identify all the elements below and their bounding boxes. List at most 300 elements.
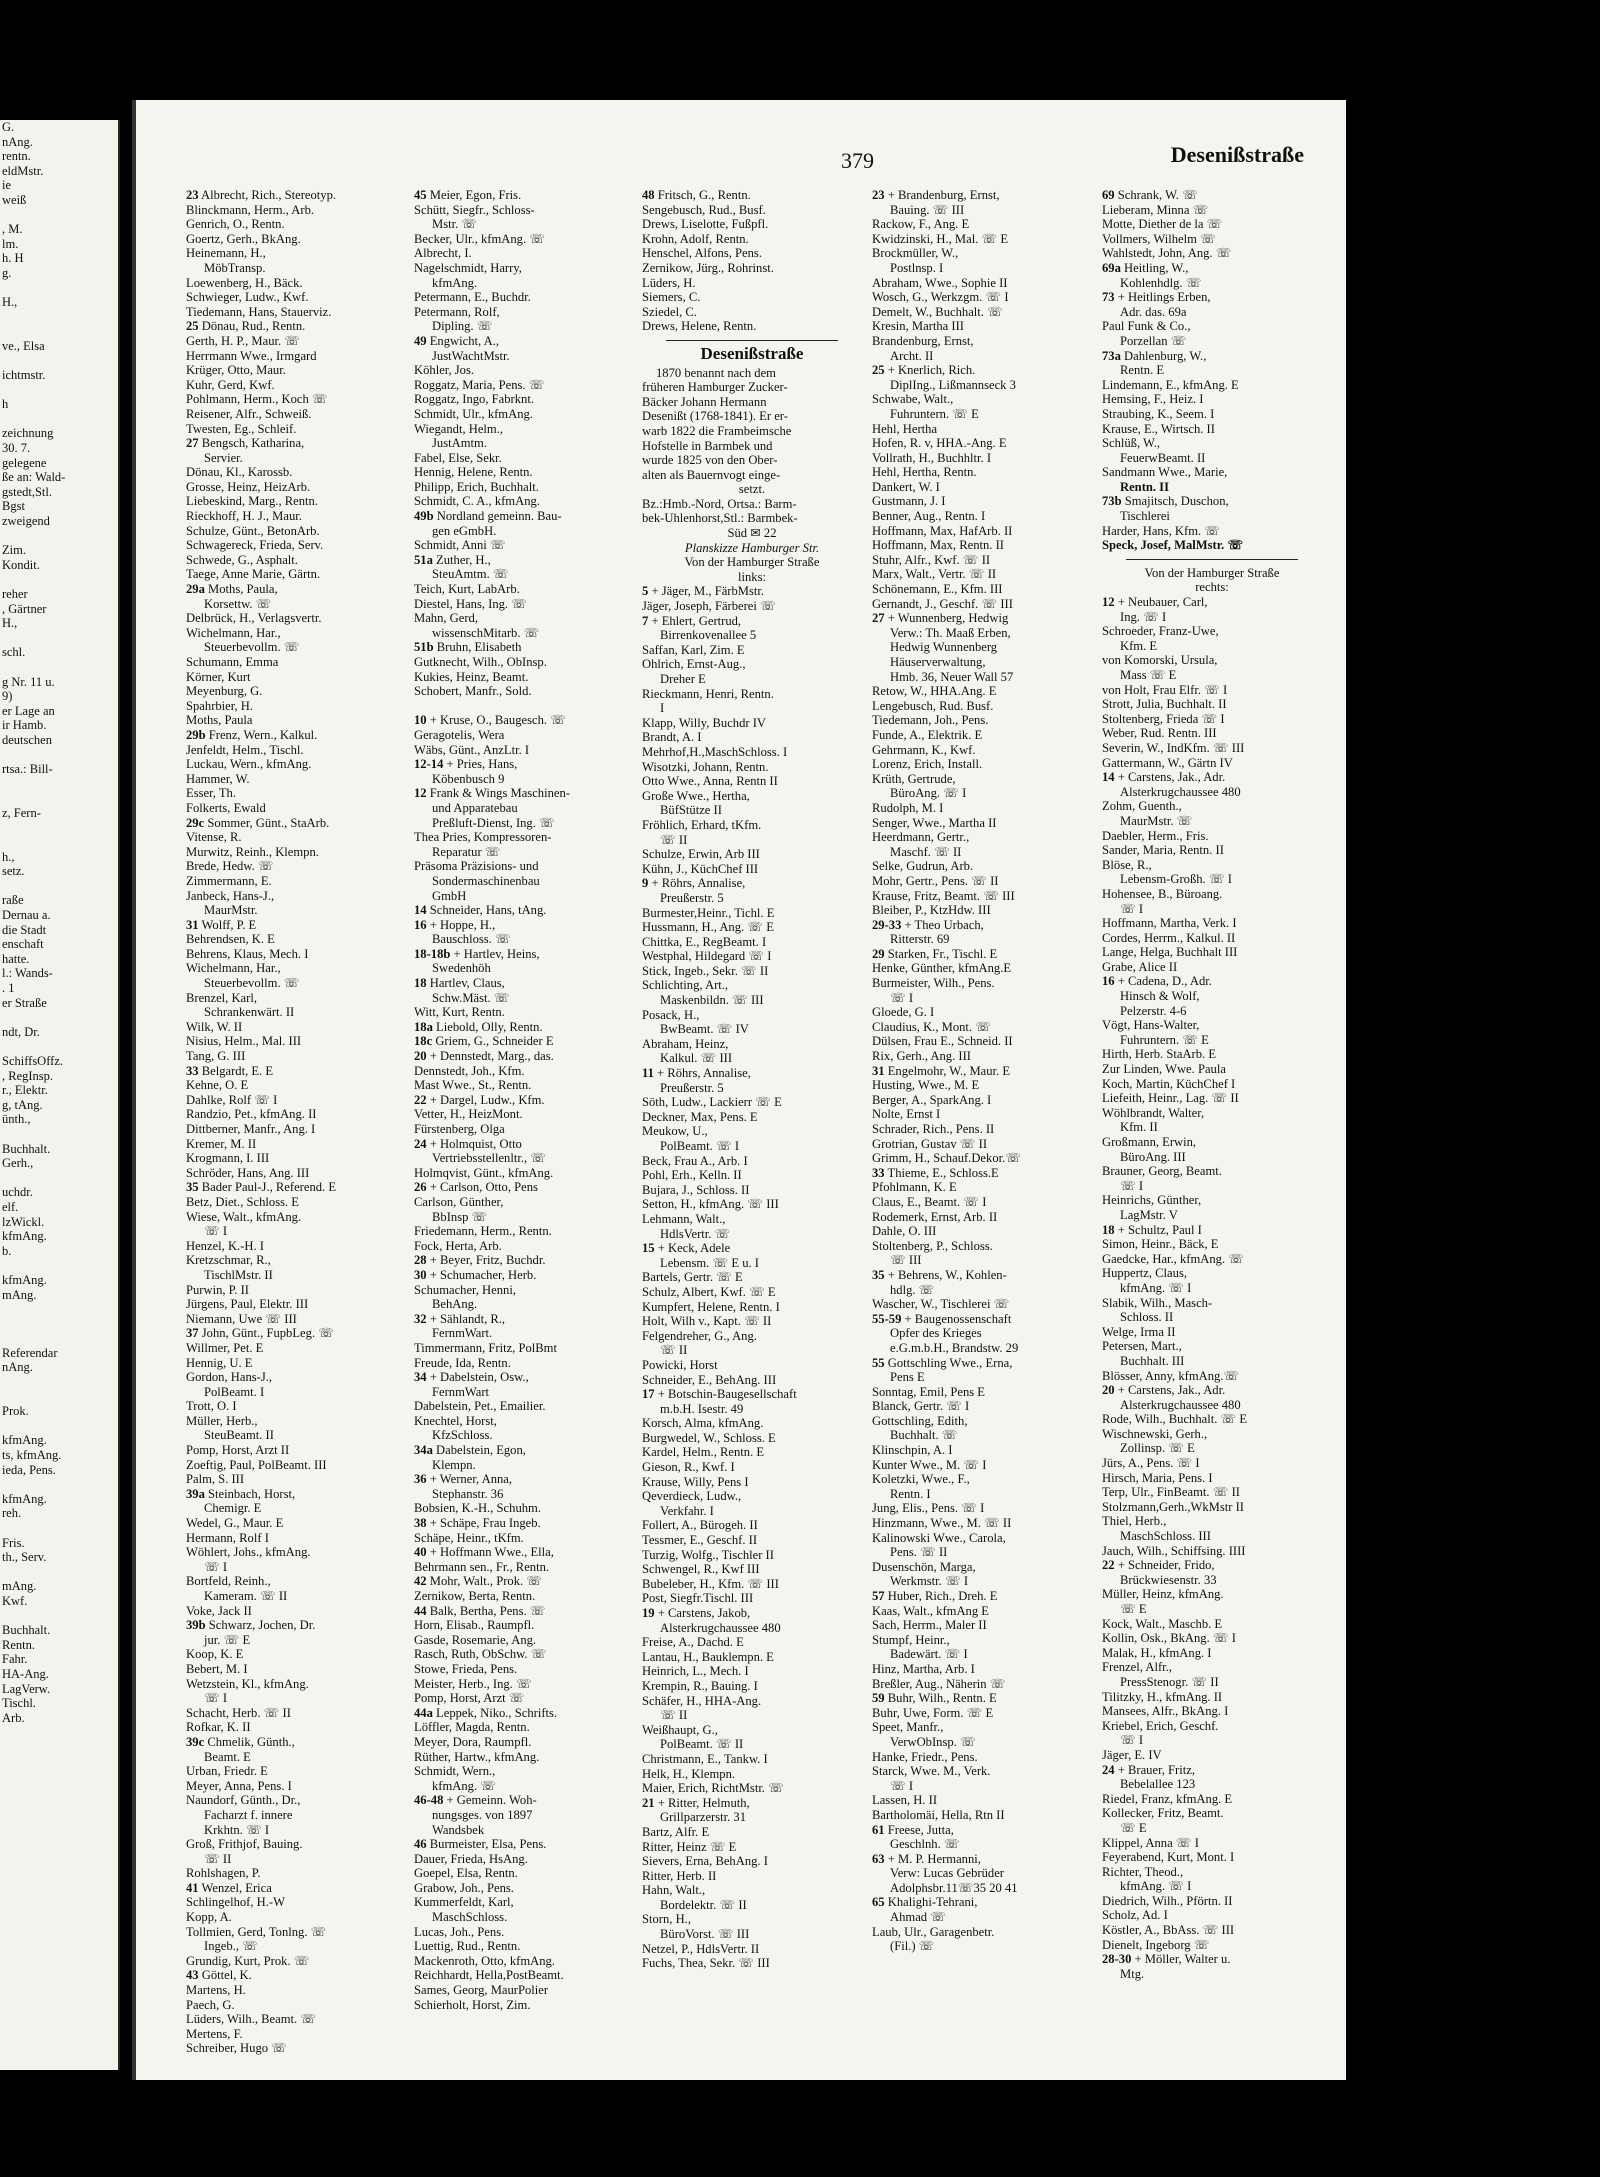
facing-page-text-fragment bbox=[0, 412, 118, 427]
resident-entry-continuation: PolBeamt. ☏ I bbox=[660, 1139, 740, 1153]
resident-entry-continuation: Mtg. bbox=[1120, 1966, 1145, 1981]
house-number-entry: 59 Buhr, Wilh., Rentn. E bbox=[872, 1691, 997, 1706]
resident-entry: Mohr, Gertr., Pens. ☏ II bbox=[872, 873, 999, 888]
resident-entry: Mehrhof,H.,MaschSchloss. I bbox=[642, 744, 788, 759]
resident-entry: Dahlke, Rolf ☏ I bbox=[186, 1092, 278, 1107]
resident-entry-continuation: Preußerstr. 5 bbox=[660, 890, 724, 905]
resident-entry: Urban, Friedr. E bbox=[186, 1764, 268, 1779]
house-number-entry: 26 + Carlson, Otto, Pens bbox=[414, 1180, 538, 1195]
facing-page-text-fragment: elf. bbox=[2, 1199, 19, 1214]
street-section-heading: Desenißstraße bbox=[700, 343, 804, 363]
resident-entry: Moths, Paula bbox=[186, 713, 253, 728]
resident-entry: Tilitzky, H., kfmAng. II bbox=[1102, 1689, 1223, 1704]
house-number-entry: 12 + Neubauer, Carl, bbox=[1102, 595, 1208, 610]
resident-entry: Meyenburg, G. bbox=[186, 684, 263, 699]
resident-entry-continuation: JustAmtm. bbox=[432, 436, 487, 451]
resident-entry-continuation: Archt. II bbox=[890, 348, 934, 363]
resident-entry: Delbrück, H., Verlagsvertr. bbox=[186, 611, 322, 626]
house-number-entry: 31 Engelmohr, W., Maur. E bbox=[872, 1063, 1011, 1078]
resident-entry: Stoltenberg, P., Schloss. bbox=[872, 1238, 993, 1253]
resident-entry: Murwitz, Reinh., Klempn. bbox=[186, 844, 319, 859]
resident-entry: Blöse, R., bbox=[1102, 857, 1152, 872]
facing-page-text-fragment: , Gärtner bbox=[2, 601, 47, 616]
resident-entry: Mertens, F. bbox=[186, 2026, 243, 2041]
column-2 bbox=[414, 188, 634, 2012]
resident-entry: Kuhr, Gerd, Kwf. bbox=[186, 377, 275, 392]
facing-page-text-fragment: h., bbox=[2, 849, 15, 864]
house-number-entry: 18-18b + Hartlev, Heins, bbox=[414, 946, 540, 961]
resident-entry: Janbeck, Hans-J., bbox=[186, 888, 275, 903]
resident-entry: Weißhaupt, G., bbox=[642, 1722, 718, 1737]
resident-entry-continuation: BwBeamt. ☏ IV bbox=[660, 1022, 749, 1037]
resident-entry: Petersen, Mart., bbox=[1102, 1339, 1182, 1354]
resident-entry: Bäcker Johann Hermann bbox=[642, 394, 767, 409]
facing-page-text-fragment: Zim. bbox=[2, 543, 26, 558]
resident-entry: Dauer, Frieda, HsAng. bbox=[414, 1851, 528, 1866]
facing-page-text-fragment: ße an: Wald- bbox=[2, 470, 66, 485]
resident-entry: Tollmien, Gerd, Tonlng. ☏ bbox=[186, 1924, 327, 1939]
resident-entry-continuation: jur. ☏ E bbox=[204, 1632, 251, 1647]
facing-page-text-fragment: zweigend bbox=[2, 514, 50, 529]
facing-page-text-fragment: setz. bbox=[2, 864, 25, 879]
resident-entry: Retow, W., HHA.Ang. E bbox=[872, 684, 997, 699]
facing-page-text-fragment: 30. 7. bbox=[2, 441, 31, 456]
resident-entry: Carlson, Günther, bbox=[414, 1194, 504, 1209]
resident-entry: Benner, Aug., Rentn. I bbox=[872, 509, 986, 524]
resident-entry: Timmermann, Fritz, PolBmt bbox=[414, 1340, 557, 1355]
resident-entry-continuation: MaschSchloss. bbox=[432, 1910, 508, 1925]
resident-entry: Zimmermann, E. bbox=[186, 873, 272, 888]
resident-entry: Abraham, Wwe., Sophie II bbox=[872, 275, 1008, 290]
facing-page-text-fragment bbox=[0, 1171, 118, 1186]
resident-entry: Hehl, Hertha bbox=[872, 421, 938, 436]
resident-entry: Feyerabend, Kurt, Mont. I bbox=[1102, 1850, 1235, 1865]
resident-entry-continuation: Adr. das. 69a bbox=[1120, 304, 1187, 319]
resident-entry-continuation: ☏ E bbox=[1120, 1602, 1147, 1616]
resident-entry: Brenzel, Karl, bbox=[186, 990, 257, 1005]
resident-entry-continuation: Köbenbusch 9 bbox=[432, 771, 505, 786]
resident-entry: Siemers, C. bbox=[642, 290, 701, 305]
resident-entry: Rodemerk, Ernst, Arb. II bbox=[872, 1209, 998, 1224]
resident-entry: Grotrian, Gustav ☏ II bbox=[872, 1136, 988, 1151]
resident-entry: Saffan, Karl, Zim. E bbox=[642, 642, 745, 657]
section-divider bbox=[1126, 559, 1298, 560]
resident-entry-continuation: und Apparatebau bbox=[432, 800, 518, 815]
resident-entry: Klinschpin, A. I bbox=[872, 1443, 953, 1458]
house-number-entry: 73b Smajitsch, Duschon, bbox=[1102, 494, 1229, 509]
facing-page-text-fragment: h bbox=[2, 397, 9, 412]
resident-entry-continuation: nungsges. von 1897 bbox=[432, 1807, 533, 1822]
resident-entry: Vetter, H., HeizMont. bbox=[414, 1107, 523, 1122]
resident-entry: Koop, K. E bbox=[186, 1647, 244, 1662]
house-number-entry: 18 Hartlev, Claus, bbox=[414, 976, 505, 991]
resident-entry: Brede, Hedw. ☏ bbox=[186, 859, 274, 874]
facing-page-text-fragment bbox=[0, 572, 118, 587]
resident-entry-continuation: Badewärt. ☏ I bbox=[890, 1647, 968, 1662]
facing-page-text-fragment: r., Elektr. bbox=[2, 1083, 48, 1098]
resident-entry: Brandt, A. I bbox=[642, 730, 702, 745]
house-number-entry: 49 Engwicht, A., bbox=[414, 333, 500, 348]
house-number-entry: 31 Wolff, P. E bbox=[186, 917, 257, 932]
facing-page-text-fragment: Gerh., bbox=[2, 1156, 34, 1171]
resident-entry: Lüders, Wilh., Beamt. ☏ bbox=[186, 2012, 317, 2027]
resident-entry-continuation: Kalkul. ☏ III bbox=[660, 1051, 733, 1066]
resident-entry: Marx, Walt., Vertr. ☏ II bbox=[872, 567, 997, 582]
resident-entry: Gutknecht, Wilh., ObInsp. bbox=[414, 655, 547, 669]
resident-entry: Selke, Gudrun, Arb. bbox=[872, 859, 974, 874]
resident-entry: Setton, H., kfmAng. ☏ III bbox=[642, 1197, 779, 1212]
resident-entry: Rohlshagen, P. bbox=[186, 1866, 261, 1881]
resident-entry: von Komorski, Ursula, bbox=[1102, 653, 1218, 668]
house-number-entry: 73 + Heitlings Erben, bbox=[1102, 290, 1211, 305]
resident-entry: Schäfer, H., HHA-Ang. bbox=[642, 1693, 762, 1708]
resident-entry: Schacht, Herb. ☏ II bbox=[186, 1705, 291, 1720]
resident-entry: Ritter, Herb. II bbox=[642, 1868, 717, 1883]
resident-entry: Claus, E., Beamt. ☏ I bbox=[872, 1194, 987, 1209]
resident-entry: Christmann, E., Tankw. I bbox=[642, 1751, 768, 1766]
facing-page-fragment bbox=[0, 120, 120, 2070]
resident-entry: Burmeister, Wilh., Pens. bbox=[872, 976, 995, 991]
resident-entry-continuation: Rentn. II bbox=[1120, 479, 1169, 494]
resident-entry: Posack, H., bbox=[642, 1007, 700, 1022]
resident-entry: Senger, Wwe., Martha II bbox=[872, 815, 997, 830]
house-number-entry: 21 + Ritter, Helmuth, bbox=[642, 1795, 750, 1810]
resident-entry: Lorenz, Erich, Install. bbox=[872, 757, 983, 772]
facing-page-text-fragment: Bgst bbox=[2, 499, 25, 514]
resident-entry-continuation: Hinsch & Wolf, bbox=[1120, 989, 1200, 1004]
facing-page-text-fragment bbox=[0, 324, 118, 339]
house-number-entry: 29b Frenz, Wern., Kalkul. bbox=[186, 727, 318, 742]
resident-entry: Behrmann sen., Fr., Rentn. bbox=[414, 1559, 550, 1574]
resident-entry-continuation: Hmb. 36, Neuer Wall 57 bbox=[890, 669, 1014, 684]
resident-entry-continuation: Kohlenhdlg. ☏ bbox=[1120, 275, 1202, 290]
resident-entry-continuation: DiplIng., Lißmannseck 3 bbox=[890, 377, 1016, 392]
house-number-entry: 39c Chmelik, Günth., bbox=[186, 1734, 295, 1749]
resident-entry-continuation: Ing. ☏ I bbox=[1120, 609, 1167, 624]
resident-entry-continuation: Steuerbevollm. ☏ bbox=[204, 976, 300, 991]
resident-entry-continuation: BehAng. bbox=[432, 1297, 478, 1312]
resident-entry-continuation: Sondermaschinenbau bbox=[432, 873, 540, 888]
resident-entry-continuation: Reparatur ☏ bbox=[432, 844, 501, 859]
resident-entry-continuation: FernmWart bbox=[432, 1384, 490, 1399]
resident-entry: Husting, Wwe., M. E bbox=[872, 1078, 980, 1093]
resident-entry: Rofkar, K. II bbox=[186, 1720, 251, 1735]
resident-entry: Randzio, Pet., kfmAng. II bbox=[186, 1107, 317, 1122]
resident-entry: von Holt, Frau Elfr. ☏ I bbox=[1102, 682, 1228, 697]
facing-page-text-fragment: ie bbox=[2, 178, 12, 193]
facing-page-text-fragment: g, tAng. bbox=[2, 1097, 43, 1112]
resident-entry: Müller, Heinz, kfmAng. bbox=[1102, 1587, 1224, 1602]
resident-entry-continuation: ☏ I bbox=[890, 1778, 914, 1793]
resident-entry: Mansees, Alfr., BkAng. I bbox=[1102, 1704, 1229, 1719]
house-number-entry: 39b Schwarz, Jochen, Dr. bbox=[186, 1618, 316, 1633]
house-number-entry: 22 + Schneider, Frido, bbox=[1102, 1558, 1215, 1573]
resident-entry: Schulze, Erwin, Arb III bbox=[642, 847, 760, 862]
resident-entry-continuation: wissenschMitarb. ☏ bbox=[432, 625, 540, 640]
facing-page-text-fragment: , M. bbox=[2, 222, 23, 237]
facing-page-text-fragment bbox=[0, 1609, 118, 1624]
house-number-entry: 18 + Schultz, Paul I bbox=[1102, 1222, 1202, 1237]
resident-entry: Burmester,Heinr., Tichl. E bbox=[642, 905, 775, 920]
resident-entry: Sonntag, Emil, Pens E bbox=[872, 1384, 985, 1399]
directory-page bbox=[132, 100, 1346, 2080]
resident-entry-continuation: ☏ I bbox=[1120, 1733, 1144, 1748]
house-number-entry: 24 + Holmquist, Otto bbox=[414, 1136, 522, 1151]
resident-entry: Kalinowski Wwe., Carola, bbox=[872, 1530, 1006, 1545]
resident-entry: Brandenburg, Ernst, bbox=[872, 333, 974, 348]
section-note: setzt. bbox=[738, 482, 766, 497]
resident-entry: Freude, Ida, Rentn. bbox=[414, 1355, 511, 1370]
resident-entry: Meyer, Dora, Raumpfl. bbox=[414, 1734, 532, 1749]
resident-entry-continuation: Bordelektr. ☏ II bbox=[660, 1897, 747, 1912]
resident-entry: warb 1822 die Frambeimsche bbox=[642, 423, 792, 438]
facing-page-text-fragment bbox=[0, 1331, 118, 1346]
resident-entry: Hennig, U. E bbox=[186, 1355, 253, 1370]
resident-entry-continuation: Pens. ☏ II bbox=[890, 1545, 948, 1560]
resident-entry-continuation: BbInsp ☏ bbox=[432, 1209, 488, 1224]
resident-entry: Brauner, Georg, Beamt. bbox=[1102, 1164, 1222, 1179]
resident-entry: Huppertz, Claus, bbox=[1102, 1266, 1187, 1281]
resident-entry-continuation: Adolphsbr.11☏35 20 41 bbox=[890, 1880, 1018, 1895]
resident-entry: Wichelmann, Har., bbox=[186, 961, 281, 976]
resident-entry-continuation: TischlMstr. II bbox=[204, 1267, 273, 1282]
resident-entry-continuation: kfmAng. ☏ I bbox=[1120, 1879, 1192, 1894]
resident-entry-continuation: FeuerwBeamt. II bbox=[1120, 450, 1206, 465]
house-number-entry: 29a Moths, Paula, bbox=[186, 582, 278, 597]
resident-entry-continuation: MaurMstr. ☏ bbox=[1120, 813, 1193, 828]
resident-entry: Willmer, Pet. E bbox=[186, 1340, 264, 1355]
resident-entry: Petermann, E., Buchdr. bbox=[414, 290, 531, 305]
facing-page-text-fragment bbox=[0, 1127, 118, 1142]
resident-entry: Kollin, Osk., BkAng. ☏ I bbox=[1102, 1631, 1236, 1646]
resident-entry: Grundig, Kurt, Prok. ☏ bbox=[186, 1953, 310, 1968]
facing-page-text-fragment: lm. bbox=[2, 236, 19, 251]
resident-entry: Hahn, Walt., bbox=[642, 1883, 706, 1898]
resident-entry: Abraham, Heinz, bbox=[642, 1036, 729, 1051]
resident-entry: Pfohlmann, K. E bbox=[872, 1180, 957, 1195]
resident-entry: Stumpf, Heinr., bbox=[872, 1632, 950, 1647]
resident-entry-continuation: Swedenhöh bbox=[432, 961, 491, 976]
facing-page-text-fragment: kfmAng. bbox=[2, 1229, 47, 1244]
house-number-entry: 25 Dönau, Rud., Rentn. bbox=[186, 319, 306, 334]
resident-entry: Hirsch, Maria, Pens. I bbox=[1102, 1470, 1213, 1485]
resident-entry: Präsoma Präzisions- und bbox=[414, 859, 539, 874]
resident-entry: Kretzschmar, R., bbox=[186, 1253, 271, 1268]
resident-entry: Krause, E., Wirtsch. II bbox=[1102, 421, 1215, 436]
resident-entry: Hoffmann, Martha, Verk. I bbox=[1102, 916, 1237, 931]
resident-entry: Wiegandt, Helm., bbox=[414, 421, 504, 436]
resident-entry: Speet, Manfr., bbox=[872, 1720, 944, 1735]
resident-entry: Hanke, Friedr., Pens. bbox=[872, 1749, 978, 1764]
resident-entry: Mackenroth, Otto, kfmAng. bbox=[414, 1953, 555, 1968]
resident-entry: Kehne, O. E bbox=[186, 1078, 249, 1093]
resident-entry: Schwabe, Walt., bbox=[872, 392, 954, 407]
house-number-entry: 40 + Hoffmann Wwe., Ella, bbox=[414, 1545, 554, 1560]
resident-entry-continuation: Wandsbek bbox=[432, 1822, 485, 1837]
resident-entry-continuation: Postlnsp. I bbox=[890, 260, 944, 275]
resident-entry: Buhr, Uwe, Form. ☏ E bbox=[872, 1705, 994, 1720]
facing-page-text-fragment: er Straße bbox=[2, 995, 47, 1010]
house-number-entry: 35 Bader Paul-J., Referend. E bbox=[186, 1180, 337, 1195]
resident-entry: wurde 1825 von den Ober- bbox=[642, 453, 778, 468]
resident-entry: Hofstelle in Barmbek und bbox=[642, 438, 773, 453]
resident-entry: Speck, Josef, MalMstr. ☏ bbox=[1102, 538, 1244, 553]
house-number-entry: 33 Thieme, E., Schloss.E bbox=[872, 1165, 999, 1180]
resident-entry: Reichhardt, Hella,PostBeamt. bbox=[414, 1968, 564, 1983]
resident-entry: Roggatz, Ingo, Fabrknt. bbox=[414, 392, 534, 407]
resident-entry: Krüth, Gertrude, bbox=[872, 771, 956, 786]
facing-page-text-fragment bbox=[0, 1317, 118, 1332]
resident-entry: Bobsien, K.-H., Schuhm. bbox=[414, 1501, 541, 1516]
resident-entry: Wäbs, Günt., AnzLtr. I bbox=[414, 742, 530, 757]
resident-entry-continuation: Buchhalt. ☏ bbox=[890, 1428, 958, 1443]
resident-entry: Zernikow, Berta, Rentn. bbox=[414, 1589, 536, 1603]
resident-entry-continuation: kfmAng. ☏ bbox=[432, 1778, 497, 1793]
facing-page-text-fragment: reh. bbox=[2, 1506, 22, 1521]
resident-entry: Rudolph, M. I bbox=[872, 800, 944, 815]
facing-page-text-fragment: enschaft bbox=[2, 937, 44, 952]
facing-page-text-fragment: b. bbox=[2, 1243, 12, 1258]
resident-entry: Pomp, Horst, Arzt II bbox=[186, 1443, 290, 1458]
house-number-entry: 37 John, Günt., FupbLeg. ☏ bbox=[186, 1326, 334, 1341]
facing-page-text-fragment: Rentn. bbox=[2, 1637, 35, 1652]
resident-entry: Fabel, Else, Sekr. bbox=[414, 450, 502, 465]
house-number-entry: 20 + Dennstedt, Marg., das. bbox=[414, 1049, 554, 1064]
house-number-entry: 29c Sommer, Günt., StaArb. bbox=[186, 815, 330, 830]
house-number-entry: 61 Freese, Jutta, bbox=[872, 1822, 954, 1837]
house-number-entry: 29-33 + Theo Urbach, bbox=[872, 917, 984, 932]
resident-entry-continuation: (Fil.) ☏ bbox=[890, 1939, 935, 1954]
facing-page-text-fragment: 9) bbox=[2, 689, 13, 704]
resident-entry-continuation: Lebensm. ☏ E u. I bbox=[660, 1255, 759, 1270]
resident-entry: Kühn, J., KüchChef III bbox=[642, 861, 759, 876]
resident-entry: Schäpe, Heinr., tKfm. bbox=[414, 1530, 524, 1545]
resident-entry: Bebert, M. I bbox=[186, 1661, 248, 1676]
resident-entry: Vitense, R. bbox=[186, 830, 242, 845]
resident-entry-continuation: Verkfahr. I bbox=[660, 1503, 714, 1518]
resident-entry-continuation: e.G.m.b.H., Brandstw. 29 bbox=[890, 1340, 1019, 1355]
resident-entry: Wetzstein, Kl., kfmAng. bbox=[186, 1676, 309, 1691]
resident-entry-continuation: Alsterkrugchaussee 480 bbox=[1120, 784, 1241, 799]
resident-entry: Koletzki, Wwe., F., bbox=[872, 1472, 970, 1487]
facing-page-text-fragment: Referendar bbox=[2, 1345, 58, 1360]
resident-entry: Witt, Kurt, Rentn. bbox=[414, 1005, 505, 1020]
resident-entry: Lindemann, E., kfmAng. E bbox=[1102, 377, 1239, 392]
house-number-entry: 14 Schneider, Hans, tAng. bbox=[414, 903, 547, 918]
facing-page-text-fragment: ieda, Pens. bbox=[2, 1462, 56, 1477]
resident-entry-continuation: hdlg. ☏ bbox=[890, 1282, 935, 1297]
facing-page-text-fragment: nAng. bbox=[2, 1360, 33, 1375]
house-number-entry: 32 + Sählandt, R., bbox=[414, 1311, 506, 1326]
house-number-entry: 55-59 + Baugenossenschaft bbox=[872, 1311, 1012, 1326]
resident-entry: Jenfeldt, Helm., Tischl. bbox=[186, 742, 304, 757]
resident-entry: Schlüß, W., bbox=[1102, 436, 1161, 451]
house-number-entry: 73a Dahlenburg, W., bbox=[1102, 348, 1207, 363]
resident-entry-continuation: ☏ E bbox=[1120, 1820, 1147, 1835]
resident-entry: Netzel, P., HdlsVertr. II bbox=[642, 1941, 760, 1956]
resident-entry: Klippel, Anna ☏ I bbox=[1102, 1835, 1199, 1850]
facing-page-text-fragment: nAng. bbox=[2, 134, 33, 149]
resident-entry: Schroeder, Franz-Uwe, bbox=[1102, 624, 1219, 639]
resident-entry: Bleiber, P., KtzHdw. III bbox=[872, 903, 991, 918]
facing-page-text-fragment bbox=[0, 748, 118, 763]
resident-entry: Genrich, O., Rentn. bbox=[186, 217, 285, 232]
resident-entry: Kardel, Helm., Rentn. E bbox=[642, 1445, 765, 1460]
facing-page-text-fragment bbox=[0, 281, 118, 296]
facing-page-text-fragment: . 1 bbox=[2, 981, 15, 996]
resident-entry: Krohn, Adolf, Rentn. bbox=[642, 231, 749, 246]
facing-page-text-fragment: Dernau a. bbox=[2, 908, 51, 923]
resident-entry: Nagelschmidt, Harry, bbox=[414, 260, 522, 275]
resident-entry: Funde, A., Elektrik. E bbox=[872, 727, 983, 742]
resident-entry: Jäger, Joseph, Färberei ☏ bbox=[642, 599, 776, 614]
facing-page-text-fragment bbox=[0, 879, 118, 894]
resident-entry: Schmidt, Ulr., kfmAng. bbox=[414, 406, 533, 421]
resident-entry-continuation: Ahmad ☏ bbox=[890, 1910, 946, 1925]
resident-entry: Schulze, Günt., BetonArb. bbox=[186, 523, 320, 538]
resident-entry: Schmidt, Anni ☏ bbox=[414, 538, 506, 553]
resident-entry: Lieberam, Minna ☏ bbox=[1102, 202, 1209, 217]
resident-entry: Freise, A., Dachd. E bbox=[642, 1635, 744, 1650]
resident-entry-continuation: Beamt. E bbox=[204, 1749, 251, 1764]
resident-entry: Brockmüller, W., bbox=[872, 246, 959, 261]
resident-entry: Betz, Diet., Schloss. E bbox=[186, 1194, 299, 1209]
resident-entry-continuation: Geschlnh. ☏ bbox=[890, 1837, 960, 1852]
resident-entry-continuation: Tischlerei bbox=[1120, 509, 1170, 524]
resident-entry: Kollecker, Fritz, Beamt. bbox=[1102, 1806, 1224, 1821]
facing-page-text-fragment bbox=[0, 1419, 118, 1434]
facing-page-text-fragment: eldMstr. bbox=[2, 163, 44, 178]
resident-entry-continuation: ☏ II bbox=[660, 1708, 688, 1723]
resident-entry: Bortfeld, Reinh., bbox=[186, 1574, 271, 1589]
resident-entry: Rode, Wilh., Buchhalt. ☏ E bbox=[1102, 1412, 1248, 1427]
facing-page-text-fragment: Kwf. bbox=[2, 1593, 28, 1608]
resident-entry-continuation: Fuhruntern. ☏ E bbox=[1120, 1032, 1209, 1047]
resident-entry: Taege, Anne Marie, Gärtn. bbox=[186, 567, 321, 582]
resident-entry-continuation: ☏ I bbox=[204, 1691, 228, 1706]
resident-entry: Straubing, K., Seem. I bbox=[1102, 406, 1215, 421]
house-number-entry: 36 + Werner, Anna, bbox=[414, 1472, 513, 1487]
resident-entry-continuation: Steuerbevollm. ☏ bbox=[204, 640, 300, 655]
resident-entry: Dennstedt, Joh., Kfm. bbox=[414, 1063, 525, 1078]
resident-entry-continuation: Bauschloss. ☏ bbox=[432, 932, 511, 947]
resident-entry-continuation: Kfm. E bbox=[1120, 638, 1158, 653]
resident-entry-continuation: Maskenbildn. ☏ III bbox=[660, 993, 764, 1008]
facing-page-text-fragment: ve., Elsa bbox=[2, 338, 45, 353]
facing-page-text-fragment bbox=[0, 1521, 118, 1536]
resident-entry: Wilk, W. II bbox=[186, 1019, 243, 1034]
facing-page-text-fragment bbox=[0, 310, 118, 325]
resident-entry-continuation: Krkhtn. ☏ I bbox=[204, 1822, 270, 1837]
section-divider bbox=[666, 340, 838, 341]
resident-entry: Beck, Frau A., Arb. I bbox=[642, 1153, 748, 1168]
resident-entry: Helk, H., Klempn. bbox=[642, 1766, 736, 1781]
resident-entry: Liefeith, Heinr., Lag. ☏ II bbox=[1102, 1091, 1239, 1106]
resident-entry: Jung, Elis., Pens. ☏ I bbox=[872, 1501, 985, 1516]
resident-entry: Meukow, U., bbox=[642, 1124, 708, 1139]
resident-entry: Henke, Günther, kfmAng.E bbox=[872, 961, 1012, 976]
facing-page-text-fragment bbox=[0, 791, 118, 806]
resident-entry: Qeverdieck, Ludw., bbox=[642, 1489, 742, 1504]
resident-entry: Lüders, H. bbox=[642, 275, 696, 290]
house-number-entry: 7 + Ehlert, Gertrud, bbox=[642, 613, 742, 628]
resident-entry-continuation: Buchhalt. III bbox=[1120, 1353, 1185, 1368]
house-number-entry: 5 + Jäger, M., FärbMstr. bbox=[642, 584, 765, 599]
facing-page-text-fragment: Buchhalt. bbox=[2, 1141, 51, 1156]
resident-entry: Knechtel, Horst, bbox=[414, 1413, 497, 1428]
resident-entry: Kwidzinski, H., Mal. ☏ E bbox=[872, 231, 1009, 246]
section-note: Süd ✉ 22 bbox=[727, 526, 777, 541]
